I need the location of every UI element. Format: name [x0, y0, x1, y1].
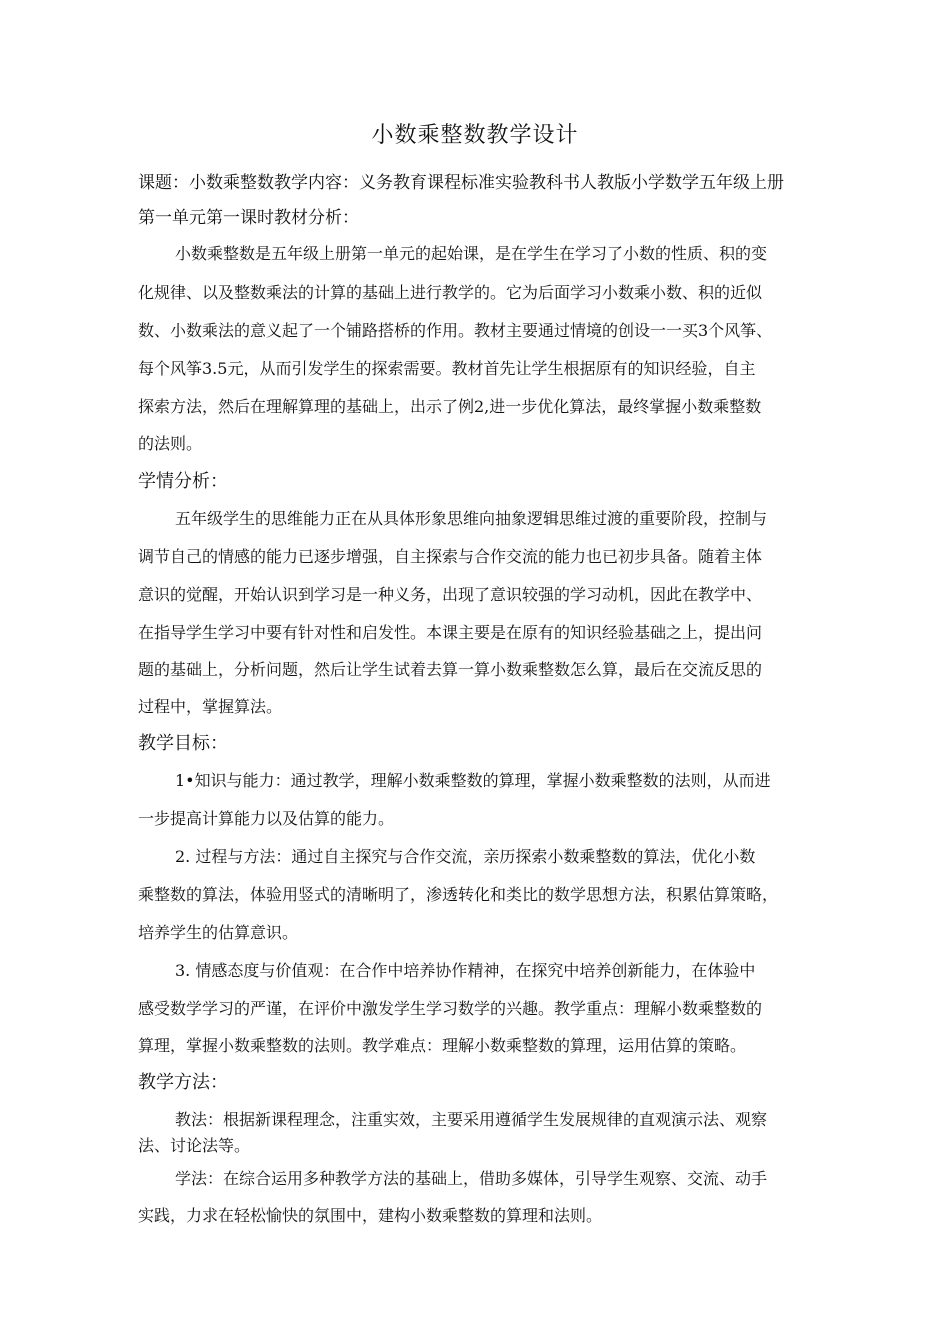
analysis-line-3: 数、小数乘法的意义起了一个铺路搭桥的作用。教材主要通过情境的创设一一买3个风筝、: [138, 321, 773, 340]
course-line-2: 第一单元第一课时教材分析：: [138, 208, 359, 228]
student-line-5: 题的基础上，分析问题，然后让学生试着去算一算小数乘整数怎么算，最后在交流反思的: [138, 660, 763, 679]
student-line-1: 五年级学生的思维能力正在从具体形象思维向抽象逻辑思维过渡的重要阶段，控制与: [175, 509, 768, 528]
analysis-line-1: 小数乘整数是五年级上册第一单元的起始课，是在学生在学习了小数的性质、积的变: [175, 244, 768, 263]
document-title: 小数乘整数教学设计: [371, 123, 579, 148]
analysis-line-6: 的法则。: [138, 434, 203, 453]
teaching-goals-heading: 教学目标：: [138, 733, 228, 754]
student-line-6: 过程中，掌握算法。: [138, 697, 283, 716]
teach-method-line-1: 教法：根据新课程理念，注重实效，主要采用遵循学生发展规律的直观演示法、观察: [175, 1110, 768, 1129]
teaching-methods-heading: 教学方法：: [138, 1072, 228, 1093]
goal-1-line-1: 1•知识与能力：通过教学，理解小数乘整数的算理，掌握小数乘整数的法则，从而进: [175, 771, 771, 790]
student-line-3: 意识的觉醒，开始认识到学习是一种义务，出现了意识较强的学习动机，因此在教学中、: [138, 585, 763, 604]
goal-2-line-3: 培养学生的估算意识。: [138, 923, 299, 942]
student-line-2: 调节自己的情感的能力已逐步增强，自主探索与合作交流的能力也已初步具备。随着主体: [138, 547, 763, 566]
goal-2-line-2: 乘整数的算法，体验用竖式的清晰明了，渗透转化和类比的数学思想方法，积累估算策略，: [138, 885, 779, 904]
student-line-4: 在指导学生学习中要有针对性和启发性。本课主要是在原有的知识经验基础之上，提出问: [138, 623, 763, 642]
analysis-line-2: 化规律、以及整数乘法的计算的基础上进行教学的。它为后面学习小数乘小数、积的近似: [138, 283, 763, 302]
learn-method-line-2: 实践，力求在轻松愉快的氛围中，建构小数乘整数的算理和法则。: [138, 1206, 603, 1225]
goal-2-line-1: 2. 过程与方法：通过自主探究与合作交流，亲历探索小数乘整数的算法，优化小数: [175, 847, 756, 866]
student-analysis-heading: 学情分析：: [138, 471, 228, 492]
goal-1-line-2: 一步提高计算能力以及估算的能力。: [138, 809, 395, 828]
analysis-line-4: 每个风筝3.5元，从而引发学生的探索需要。教材首先让学生根据原有的知识经验，自主: [138, 359, 756, 378]
goal-3-line-1: 3. 情感态度与价值观：在合作中培养协作精神，在探究中培养创新能力，在体验中: [175, 961, 756, 980]
teach-method-line-2: 法、讨论法等。: [138, 1136, 251, 1155]
course-line-1: 课题：小数乘整数教学内容：义务教育课程标准实验教科书人教版小学数学五年级上册: [138, 173, 784, 193]
goal-3-line-3: 算理，掌握小数乘整数的法则。教学难点：理解小数乘整数的算理，运用估算的策略。: [138, 1036, 747, 1055]
goal-3-line-2: 感受数学学习的严谨，在评价中激发学生学习数学的兴趣。教学重点：理解小数乘整数的: [138, 999, 763, 1018]
learn-method-line-1: 学法：在综合运用多种教学方法的基础上，借助多媒体，引导学生观察、交流、动手: [175, 1169, 768, 1188]
analysis-line-5: 探索方法，然后在理解算理的基础上，出示了例2,进一步优化算法，最终掌握小数乘整数: [138, 397, 762, 416]
